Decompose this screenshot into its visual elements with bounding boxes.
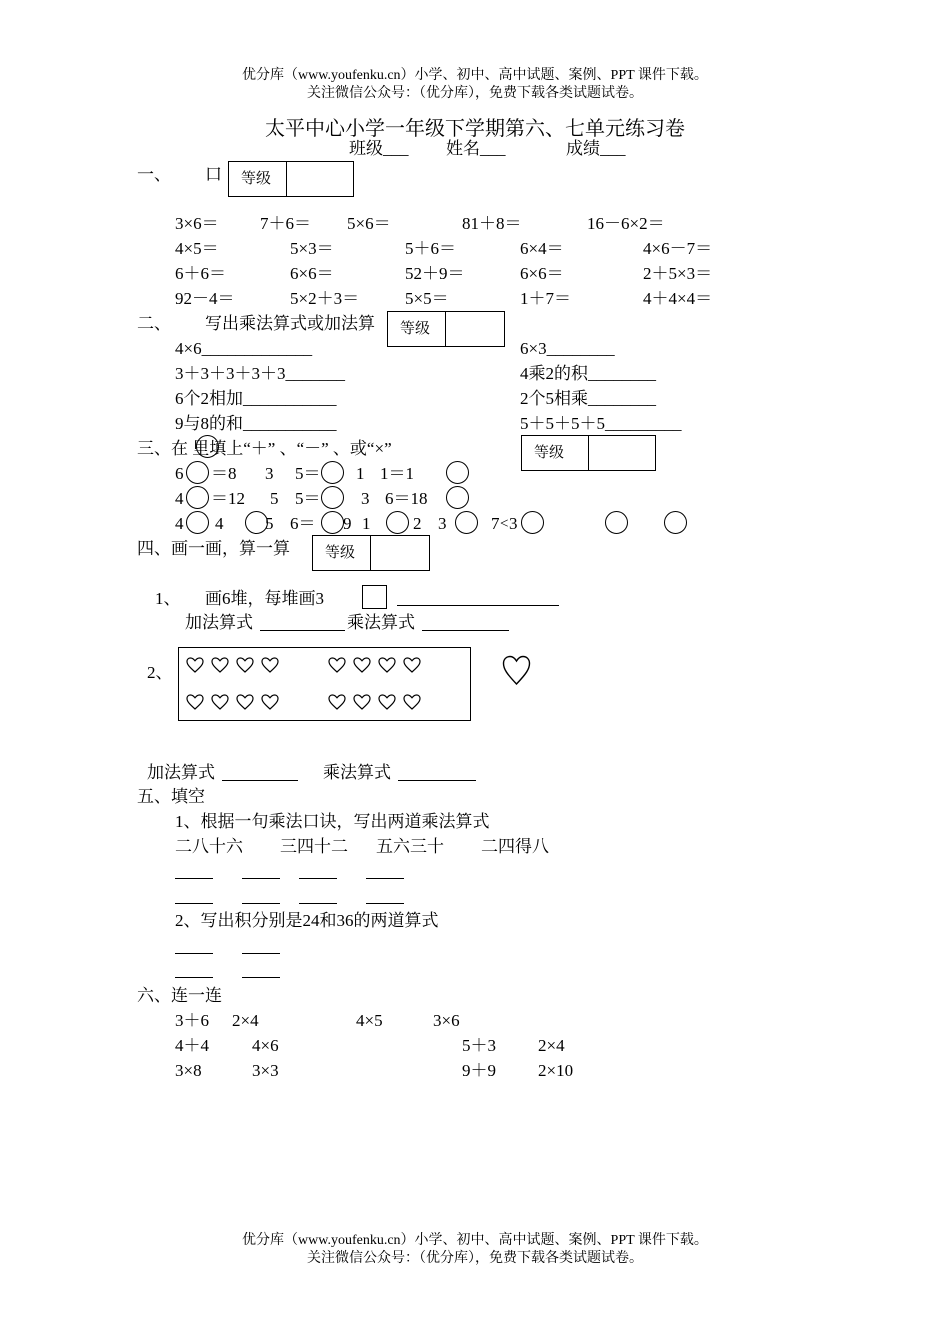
grade-label: 等级 [229, 162, 287, 196]
answer-line[interactable] [175, 903, 213, 904]
page-title: 太平中心小学一年级下学期第六、七单元练习卷 [265, 118, 685, 140]
operator-circle[interactable] [186, 486, 209, 509]
s2-item: 9与8的和___________ [175, 414, 337, 433]
operator-circle[interactable] [664, 511, 687, 534]
s3-term: 3 [361, 489, 370, 508]
class-field: 班级___ [349, 139, 409, 158]
s4-q2-add-label: 加法算式 [147, 763, 215, 782]
match-item[interactable]: 4×6 [252, 1036, 279, 1055]
grade-label: 等级 [313, 536, 371, 570]
problem: 4＋4×4＝ [643, 289, 713, 308]
heart-icon [186, 694, 204, 710]
s3-term: 1 [362, 514, 371, 533]
grade-label: 等级 [522, 436, 589, 470]
problem: 92－4＝ [175, 289, 235, 308]
s3-term: 5 [270, 489, 279, 508]
name-field: 姓名___ [446, 139, 506, 158]
heart-icon [211, 694, 229, 710]
s3-term: ＝8 [211, 464, 237, 483]
s3-term: 1＝1 [380, 464, 414, 483]
operator-circle[interactable] [521, 511, 544, 534]
problem: 4×6－7＝ [643, 239, 713, 258]
answer-line[interactable] [299, 878, 337, 879]
operator-circle[interactable] [186, 511, 209, 534]
s3-term: 1 [356, 464, 365, 483]
s3-term: 3 [438, 514, 447, 533]
operator-circle[interactable] [605, 511, 628, 534]
s2-item: 6个2相加___________ [175, 389, 337, 408]
s3-term: 3 [509, 514, 518, 533]
section-5-heading: 五、填空 [137, 787, 205, 806]
heart-icon [211, 657, 229, 673]
footer-line-1: 优分库（www.youfenku.cn）小学、初中、高中试题、案例、PPT 课件下载。 [242, 1233, 708, 1248]
answer-line[interactable] [242, 878, 280, 879]
s5-q2: 2、写出积分别是24和36的两道算式 [175, 911, 439, 930]
answer-line[interactable] [397, 605, 559, 606]
answer-line[interactable] [242, 953, 280, 954]
s3-term: 2 [413, 514, 422, 533]
match-item[interactable]: 3×8 [175, 1061, 202, 1080]
problem: 3×6＝ [175, 214, 219, 233]
grade-box-4 [312, 535, 430, 571]
s4-q1-mul-label: 乘法算式 [347, 613, 415, 632]
operator-circle[interactable] [245, 511, 268, 534]
operator-circle[interactable] [455, 511, 478, 534]
s3-term: 4 [215, 514, 224, 533]
heart-icon [502, 655, 531, 686]
s3-term: 5 [265, 514, 274, 533]
section-3-heading: 三、在 里填上“＋” 、“－” 、或“×” [137, 439, 392, 458]
problem: 1＋7＝ [520, 289, 571, 308]
heart-icon [236, 694, 254, 710]
heart-icon [378, 657, 396, 673]
operator-circle[interactable] [196, 435, 219, 458]
rhyme: 三四十二 [280, 837, 348, 856]
heart-icon [261, 694, 279, 710]
problem: 5×3＝ [290, 239, 334, 258]
match-item[interactable]: 9＋9 [462, 1061, 496, 1080]
answer-line[interactable] [366, 878, 404, 879]
problem: 6＋6＝ [175, 264, 226, 283]
match-item[interactable]: 3×3 [252, 1061, 279, 1080]
s2-item: 2个5相乘________ [520, 389, 656, 408]
problem: 16－6×2＝ [587, 214, 665, 233]
s4-q2-mul-label: 乘法算式 [323, 763, 391, 782]
operator-circle[interactable] [321, 486, 344, 509]
match-item[interactable]: 4×5 [356, 1011, 383, 1030]
problem: 5×2＋3＝ [290, 289, 360, 308]
heart-icon [186, 657, 204, 673]
grade-box-1 [228, 161, 354, 197]
s3-term: 6＝18 [385, 489, 428, 508]
answer-line[interactable] [175, 878, 213, 879]
problem: 7＋6＝ [260, 214, 311, 233]
heart-icon [261, 657, 279, 673]
grade-box-3 [521, 435, 656, 471]
s4-q2-number: 2、 [147, 663, 173, 682]
problem: 6×6＝ [290, 264, 334, 283]
rhyme: 五六三十 [376, 837, 444, 856]
header-line-1: 优分库（www.youfenku.cn）小学、初中、高中试题、案例、PPT 课件下载。 [242, 68, 708, 83]
header-line-2: 关注微信公众号：（优分库），免费下载各类试题试卷。 [307, 86, 643, 101]
s2-item: 5＋5＋5＋5_________ [520, 414, 682, 433]
score-field: 成绩___ [566, 139, 626, 158]
heart-icon [236, 657, 254, 673]
problem: 2＋5×3＝ [643, 264, 713, 283]
heart-icon [328, 694, 346, 710]
answer-line[interactable] [175, 953, 213, 954]
grade-label: 等级 [388, 312, 446, 346]
answer-line[interactable] [242, 903, 280, 904]
problem: 52＋9＝ [405, 264, 465, 283]
heart-icon [403, 657, 421, 673]
s2-item: 4乘2的积________ [520, 364, 656, 383]
heart-icon [353, 657, 371, 673]
match-item[interactable]: 2×10 [538, 1061, 574, 1080]
s3-term: 5＝ [295, 489, 321, 508]
heart-icon [378, 694, 396, 710]
match-item[interactable]: 4＋4 [175, 1036, 209, 1055]
s3-term: ＝12 [211, 489, 245, 508]
less-than-icon: < [500, 516, 509, 532]
s3-term: 4 [175, 489, 184, 508]
answer-box[interactable] [362, 585, 387, 609]
answer-line[interactable] [366, 903, 404, 904]
s3-term: 5＝ [295, 464, 321, 483]
operator-circle[interactable] [321, 461, 344, 484]
heart-icon [328, 657, 346, 673]
problem: 5×5＝ [405, 289, 449, 308]
s3-term: 7 [491, 514, 500, 533]
heart-icon [353, 694, 371, 710]
s3-term: 3 [265, 464, 274, 483]
match-item[interactable]: 3×6 [433, 1011, 460, 1030]
rhyme: 二八十六 [175, 837, 243, 856]
problem: 4×5＝ [175, 239, 219, 258]
match-item[interactable]: 3＋6 [175, 1011, 209, 1030]
grade-box-2 [387, 311, 505, 347]
problem: 5＋6＝ [405, 239, 456, 258]
problem: 6×4＝ [520, 239, 564, 258]
answer-line[interactable] [222, 780, 298, 781]
section-1-heading: 口 [205, 165, 222, 184]
operator-circle[interactable] [446, 461, 469, 484]
s4-q1-text: 画6堆，每堆画3 [205, 589, 324, 608]
match-item[interactable]: 5＋3 [462, 1036, 496, 1055]
footer-line-2: 关注微信公众号：（优分库），免费下载各类试题试卷。 [307, 1251, 643, 1266]
answer-line[interactable] [175, 977, 213, 978]
section-2-number: 二、 [137, 314, 171, 333]
section-2-heading: 写出乘法算式或加法算 [205, 314, 375, 333]
answer-line[interactable] [299, 903, 337, 904]
operator-circle[interactable] [321, 511, 344, 534]
rhyme: 二四得八 [481, 837, 549, 856]
answer-line[interactable] [422, 630, 509, 631]
section-4-heading: 四、画一画，算一算 [137, 539, 290, 558]
answer-line[interactable] [242, 977, 280, 978]
problem: 6×6＝ [520, 264, 564, 283]
operator-circle[interactable] [386, 511, 409, 534]
match-item[interactable]: 2×4 [232, 1011, 259, 1030]
s4-q1-number: 1、 [155, 589, 181, 608]
problem: 5×6＝ [347, 214, 391, 233]
answer-line[interactable] [260, 630, 345, 631]
match-item[interactable]: 2×4 [538, 1036, 565, 1055]
answer-line[interactable] [398, 780, 476, 781]
section-6-heading: 六、连一连 [137, 986, 222, 1005]
s5-q1: 1、根据一句乘法口诀，写出两道乘法算式 [175, 812, 490, 831]
s2-item: 6×3________ [520, 339, 615, 358]
s4-q1-add-label: 加法算式 [185, 613, 253, 632]
s3-term: 6 [175, 464, 184, 483]
problem: 81＋8＝ [462, 214, 522, 233]
heart-icon [403, 694, 421, 710]
operator-circle[interactable] [186, 461, 209, 484]
section-1-number: 一、 [137, 165, 171, 184]
s2-item: 4×6_____________ [175, 339, 313, 358]
s3-term: 6＝ [290, 514, 316, 533]
s2-item: 3＋3＋3＋3＋3_______ [175, 364, 345, 383]
s3-term: 9 [343, 514, 352, 533]
operator-circle[interactable] [446, 486, 469, 509]
s3-term: 4 [175, 514, 184, 533]
